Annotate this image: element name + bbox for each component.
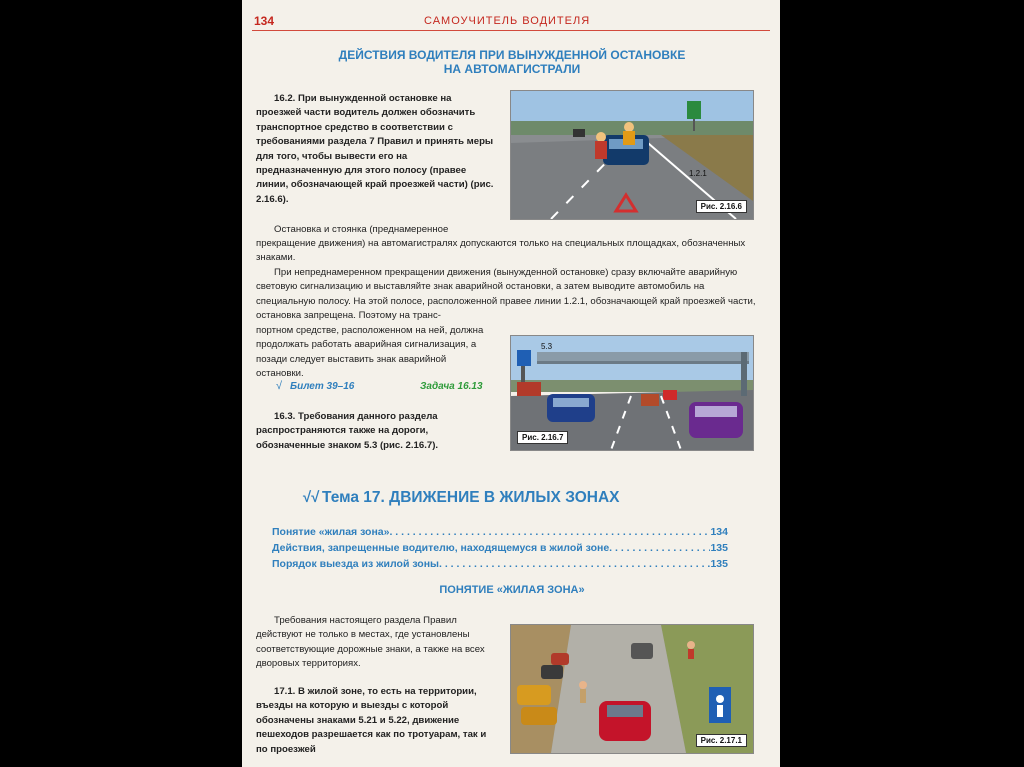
toc-page: 135 [710,542,728,554]
paragraph-stop-parking-rest: прекращение движения) на автомагистралях допускаются только на специальных площадках, обозначенных знаками. [256,238,746,264]
section-title [302,48,722,76]
task-link[interactable]: Задача 16.13 [420,381,483,392]
sign-label: 5.3 [541,342,553,351]
figure-caption: Рис. 2.16.6 [696,200,747,213]
figure-caption: Рис. 2.16.7 [517,431,568,444]
toc-item[interactable] [272,540,728,556]
section-title-line2: НА АВТОМАГИСТРАЛИ [443,62,581,76]
book-page [242,0,780,767]
theme-title: Тема 17. ДВИЖЕНИЕ В ЖИЛЫХ ЗОНАХ [322,489,620,506]
toc-label: Действия, запрещенные водителю, находящемуся в жилой зоне [272,542,610,554]
toc-page: 134 [710,526,728,538]
subsection-title: ПОНЯТИЕ «ЖИЛАЯ ЗОНА» [439,584,585,596]
section-title-line1: ДЕЙСТВИЯ ВОДИТЕЛЯ ПРИ ВЫНУЖДЕННОЙ ОСТАНОВКЕ [338,48,686,62]
figure-2-16-7 [510,335,754,451]
running-title: САМОУЧИТЕЛЬ ВОДИТЕЛЯ [424,15,591,27]
toc-leader [609,540,710,556]
paragraph-forced-stop: При непреднамеренном прекращении движения (вынужденной остановке) сразу включайте аварийную световую сигнализацию и выставляйте знак аварийной остановки, а затем выводите автомобиль на специальную полосу. На этой полосе, расположенной правее линии 1.2.1, обозначающей край проезжей части, остановка запрещена. Поэтому на транс- [256,267,756,322]
paragraph-17-1: 17.1. В жилой зоне, то есть на территории, въезды на которую и выезды с которой обозначены знаками 5.21 и 5.22, движение пешеходов разрешается как по тротуарам, так и по проезжей [256,686,487,755]
paragraph-forced-stop-continued: портном средстве, расположенном на ней, должна продолжать работать аварийная сигнализация, а позади следует выставить знак аварийной остановки. [256,325,484,380]
toc-item[interactable] [272,524,728,540]
marking-label: 1.2.1 [689,169,707,178]
theme-checkmark-icon: √√ [302,489,319,506]
page-number: 134 [254,14,275,28]
checkmark-icon: √ [276,380,283,392]
paragraph-16-2: 16.2. При вынужденной остановке на проезжей части водитель должен обозначить транспортное средство в соответствии с требованиями раздела 7 Правил и принять меры для того, чтобы вывести его на предназначенную для этого полосу (правее линии, обозначающей край проезжей части) (рис. 2.16.6). [256,93,494,205]
paragraph-16-3: 16.3. Требования данного раздела распространяются также на дороги, обозначенные знаком 5.3 (рис. 2.16.7). [256,411,439,451]
paragraph-requirements: Требования настоящего раздела Правил действуют не только в местах, где установлены соответствующие дорожные знаки, а также на всех дворовых территориях. [256,615,485,670]
ticket-link[interactable]: Билет 39–16 [290,381,355,392]
toc-label: Понятие «жилая зона» [272,526,390,538]
paragraph-stop-parking-start: Остановка и стоянка (преднамеренное [274,224,449,235]
toc-leader [389,524,710,540]
toc-item[interactable] [272,556,728,572]
toc-leader [439,556,710,572]
figure-caption: Рис. 2.17.1 [696,734,747,747]
table-of-contents [272,524,728,572]
page-header [242,0,780,34]
toc-page: 135 [710,558,728,570]
figure-2-16-6 [510,90,754,220]
toc-label: Порядок выезда из жилой зоны [272,558,440,570]
figure-2-17-1 [510,624,754,754]
header-rule [252,30,770,31]
